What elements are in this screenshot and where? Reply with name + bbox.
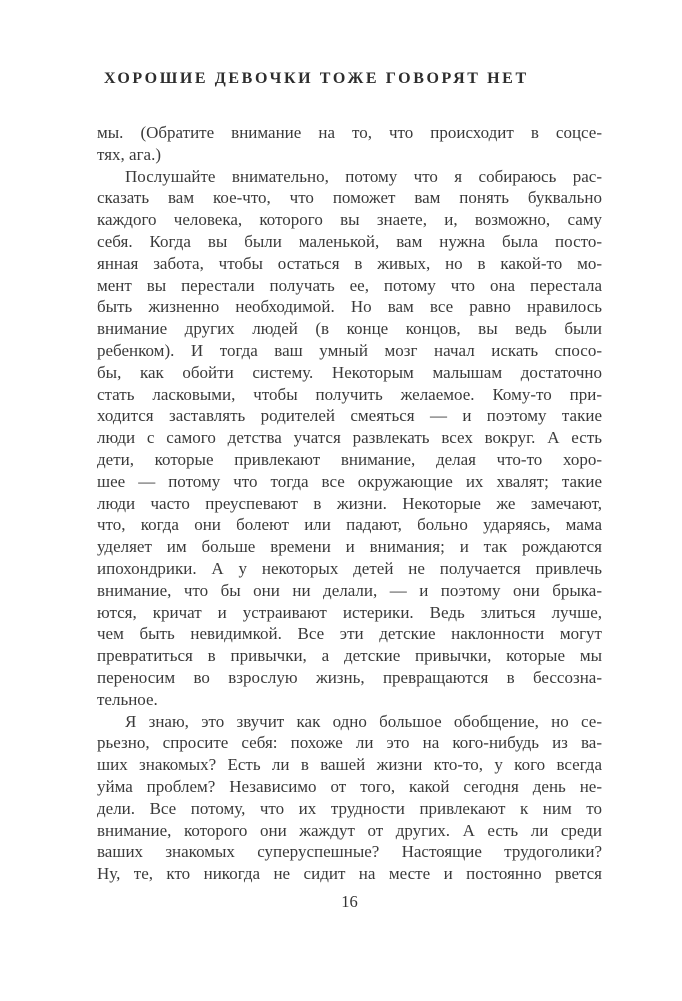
text-line: дели. Все потому, что их трудности привлекают к ним то <box>97 798 602 818</box>
text-line: внимание, которого они жаждут от других. А есть ли среди <box>97 820 602 840</box>
text-line: ходится заставлять родителей смеяться — и поэтому такие <box>97 406 602 426</box>
text-line: внимание других людей (в конце концов, вы ведь были <box>97 319 602 339</box>
text-line: сказать вам кое-что, что поможет вам понять буквально <box>97 188 602 208</box>
text-line: рьезно, спросите себя: похоже ли это на кого-нибудь из ва- <box>97 733 602 753</box>
text-line: люди часто преуспевают в жизни. Некоторые же замечают, <box>97 493 602 513</box>
text-line: бы, как обойти систему. Некоторым малышам достаточно <box>97 362 602 382</box>
text-line: Послушайте внимательно, потому что я собираюсь рас- <box>125 166 602 186</box>
text-line: шее — потому что тогда все окружающие их хвалят; такие <box>97 471 602 491</box>
text-line: переносим во взрослую жизнь, превращаются в бессозна- <box>97 667 602 687</box>
text-line: ются, кричат и устраивают истерики. Ведь злиться лучше, <box>97 602 602 622</box>
text-line: люди с самого детства учатся развлекать всех вокруг. А есть <box>97 428 602 448</box>
text-line: быть жизненно необходимой. Но вам все равно нравилось <box>97 297 602 317</box>
text-line: тельное. <box>97 689 158 709</box>
text-line: мент вы перестали получать ее, потому что она перестала <box>97 275 602 295</box>
text-line: чем быть невидимкой. Все эти детские наклонности могут <box>97 624 602 644</box>
text-line: ребенком). И тогда ваш умный мозг начал искать спосо- <box>97 340 602 360</box>
text-line: уйма проблем? Независимо от того, какой сегодня день не- <box>97 776 602 796</box>
text-line: мы. (Обратите внимание на то, что происходит в соцсе- <box>97 123 602 142</box>
text-line: Ну, те, кто никогда не сидит на месте и постоянно рвется <box>97 864 602 884</box>
body-text <box>97 122 602 885</box>
text-line: стать ласковыми, чтобы получить желаемое. Кому-то при- <box>97 384 602 404</box>
text-line: ших знакомых? Есть ли в вашей жизни кто-то, у кого всегда <box>97 755 602 775</box>
text-line: дети, которые привлекают внимание, делая что-то хоро- <box>97 449 602 469</box>
text-line: превратиться в привычки, а детские привычки, которые мы <box>97 646 602 666</box>
text-line: уделяет им больше времени и внимания; и так рождаются <box>97 537 602 557</box>
text-line: что, когда они болеют или падают, больно ударяясь, мама <box>97 515 602 535</box>
text-line: ипохондрики. А у некоторых детей не получается привлечь <box>97 558 602 578</box>
text-line: ваших знакомых суперуспешные? Настоящие трудоголики? <box>97 842 602 862</box>
text-line: тях, ага.) <box>97 144 161 164</box>
page-number: 16 <box>341 892 358 911</box>
text-line: себя. Когда вы были маленькой, вам нужна была посто- <box>97 231 602 251</box>
text-line: каждого человека, которого вы знаете, и, возможно, саму <box>97 210 602 230</box>
running-head: ХОРОШИЕ ДЕВОЧКИ ТОЖЕ ГОВОРЯТ НЕТ <box>104 70 529 87</box>
text-line: внимание, что бы они ни делали, — и поэтому они брыка- <box>97 580 602 600</box>
text-line: янная забота, чтобы остаться в живых, но в какой-то мо- <box>97 253 602 273</box>
text-line: Я знаю, это звучит как одно большое обобщение, но се- <box>125 711 602 731</box>
